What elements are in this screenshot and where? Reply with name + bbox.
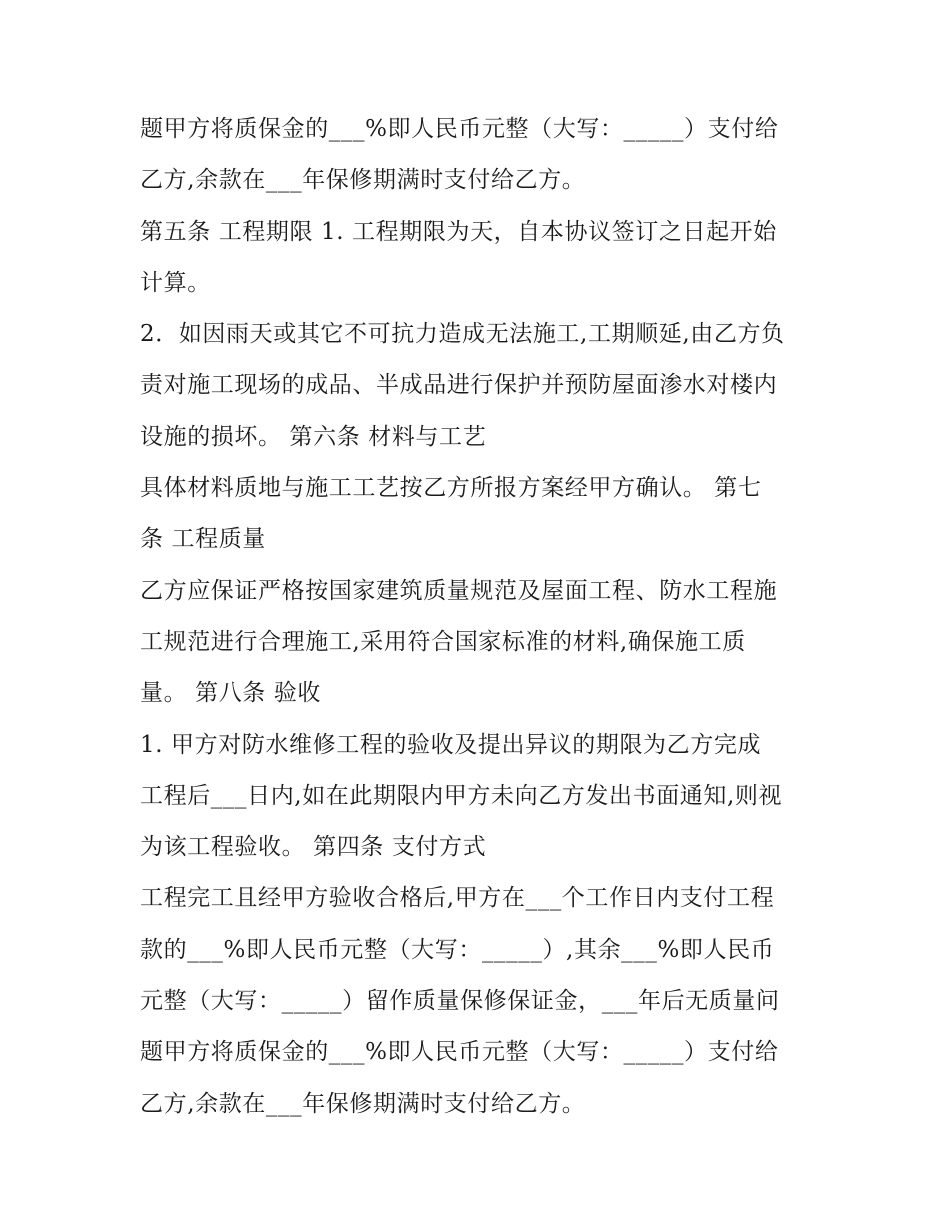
text-line: 计算。 [140,269,211,296]
text-line: 第五条 工程期限 1. 工程期限为天，自本协议签订之日起开始 [140,218,777,245]
text-line: 为该工程验收。 第四条 支付方式 [140,834,487,861]
text-line: 款的___%即人民币元整（大写：_____）,其余___%即人民币 [140,936,775,963]
text-line: 乙方,余款在___年保修期满时支付给乙方。 [140,167,586,194]
text-line: 工程后___日内,如在此期限内甲方未向乙方发出书面通知,则视 [140,782,783,809]
text-line: 条 工程质量 [140,526,266,553]
text-line: 乙方应保证严格按国家建筑质量规范及屋面工程、防水工程施 [140,577,778,604]
text-line: 题甲方将质保金的___%即人民币元整（大写：_____）支付给 [140,1039,779,1066]
document-body [140,104,820,1130]
text-line: 工规范进行合理施工,采用符合国家标准的材料,确保施工质 [140,628,746,655]
text-line: 量。 第八条 验收 [140,680,322,707]
text-line: 题甲方将质保金的___%即人民币元整（大写：_____）支付给 [140,116,779,142]
text-line: 设施的损坏。 第六条 材料与工艺 [140,423,487,450]
text-line: 乙方,余款在___年保修期满时支付给乙方。 [140,1090,586,1117]
text-line: 工程完工且经甲方验收合格后,甲方在___个工作日内支付工程 [140,885,775,912]
text-line: 2．如因雨天或其它不可抗力造成无法施工,工期顺延,由乙方负 [140,321,785,348]
text-line: 责对施工现场的成品、半成品进行保护并预防屋面渗水对楼内 [140,372,778,399]
text-line: 元整（大写：_____）留作质量保修保证金，___年后无质量问 [140,988,780,1015]
text-line: 具体材料质地与施工工艺按乙方所报方案经甲方确认。 第七 [140,475,762,502]
text-line: 1. 甲方对防水维修工程的验收及提出异议的期限为乙方完成 [140,731,762,758]
